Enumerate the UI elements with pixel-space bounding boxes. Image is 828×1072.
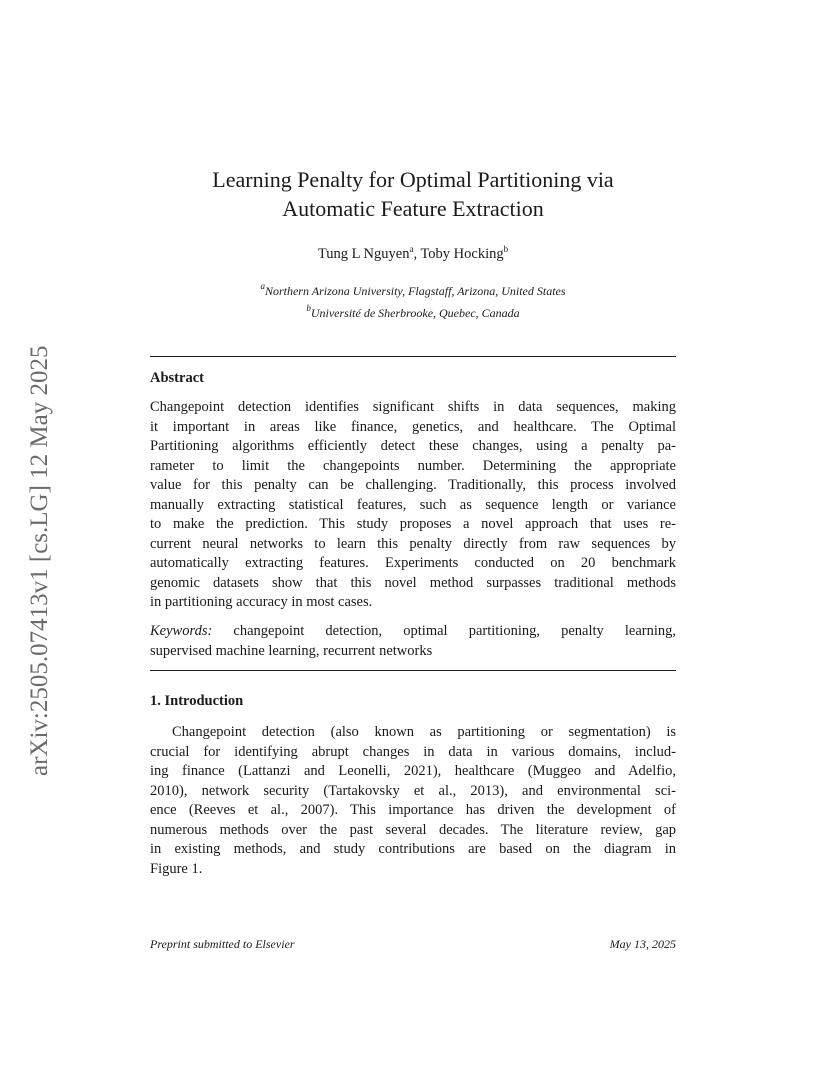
author-name: Toby Hocking	[420, 246, 504, 262]
arxiv-identifier: arXiv:2505.07413v1 [cs.LG] 12 May 2025	[26, 345, 53, 776]
author-name: Tung L Nguyen	[317, 246, 410, 262]
intro-line: 2010), network security (Tartakovsky et al., 2013), and environmental sci-	[150, 782, 676, 799]
abstract-line: value for this penalty can be challenging. Traditionally, this process involved	[150, 477, 676, 493]
abstract-line: to make the prediction. This study proposes a novel approach that uses re-	[150, 516, 676, 532]
affiliation-marker: b	[503, 244, 509, 254]
intro-line: in existing methods, and study contributions are based on the diagram in	[150, 841, 676, 857]
affiliation-text: Northern Arizona University, Flagstaff, Arizona, United States	[264, 284, 566, 298]
abstract-line: Partitioning algorithms efficiently detect these changes, using a penalty pa-	[150, 438, 676, 454]
affiliations	[150, 278, 676, 321]
affiliation	[150, 278, 676, 300]
abstract-line: it important in areas like finance, genetics, and healthcare. The Optimal	[150, 418, 676, 435]
abstract-line: genomic datasets show that this novel method surpasses traditional methods	[150, 574, 676, 591]
abstract-line: Changepoint detection identifies significant shifts in data sequences, making	[150, 399, 676, 415]
affiliation-marker: a	[409, 244, 414, 254]
title-line: Learning Penalty for Optimal Partitioning via	[212, 167, 614, 192]
intro-line: Changepoint detection (also known as partitioning or segmentation) is	[172, 724, 676, 740]
introduction-body	[150, 723, 676, 879]
keywords-line	[150, 622, 676, 642]
affiliation-marker: b	[306, 302, 311, 313]
author-separator: ,	[413, 246, 421, 262]
keywords-label: Keywords:	[150, 623, 213, 639]
keywords	[150, 622, 676, 661]
author-list	[150, 244, 676, 263]
abstract-line: automatically extracting features. Experiments conducted on 20 benchmark	[150, 555, 676, 571]
abstract-line: current neural networks to learn this penalty directly from raw sequences by	[150, 535, 676, 552]
abstract-body	[150, 398, 676, 613]
affiliation-marker: a	[260, 281, 265, 291]
affiliation-text: Université de Sherbrooke, Quebec, Canada	[310, 305, 520, 320]
footer-note: Preprint submitted to Elsevier	[150, 937, 295, 951]
intro-line: ence (Reeves et al., 2007). This importance has driven the development of	[150, 802, 676, 818]
keywords-text: changepoint detection, optimal partitioning, penalty learning,	[233, 623, 677, 639]
intro-line: Figure 1.	[150, 860, 203, 877]
abstract-line: manually extracting statistical features, such as sequence length or variance	[150, 496, 676, 513]
section-heading: 1. Introduction	[150, 693, 244, 709]
abstract-bottom-rule	[150, 670, 676, 671]
keywords-line: supervised machine learning, recurrent networks	[150, 642, 433, 659]
abstract-top-rule	[150, 356, 676, 357]
footer-date: May 13, 2025	[609, 937, 676, 951]
paper-title	[150, 165, 676, 223]
intro-line: ing finance (Lattanzi and Leonelli, 2021), healthcare (Muggeo and Adelfio,	[150, 763, 676, 779]
abstract-line: rameter to limit the changepoints number. Determining the appropriate	[150, 457, 676, 474]
affiliation	[150, 300, 676, 322]
abstract-line: in partitioning accuracy in most cases.	[150, 594, 373, 610]
intro-line: crucial for identifying abrupt changes in data in various domains, includ-	[150, 743, 676, 760]
intro-line: numerous methods over the past several decades. The literature review, gap	[150, 821, 676, 838]
abstract-heading: Abstract	[150, 370, 204, 386]
title-line: Automatic Feature Extraction	[282, 196, 544, 221]
